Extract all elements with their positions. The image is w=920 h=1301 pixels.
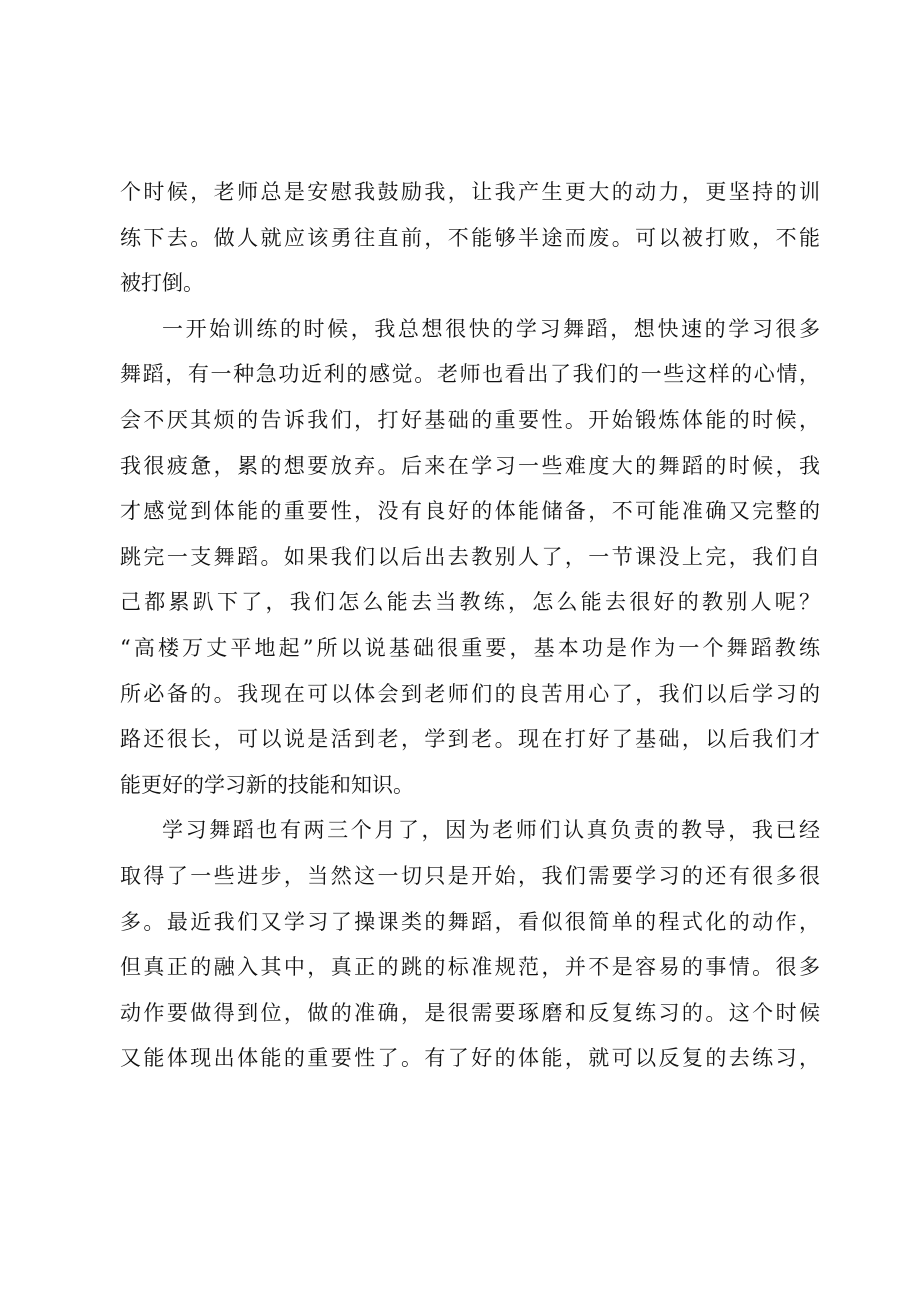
text-line: 我很疲惫，累的想要放弃。后来在学习一些难度大的舞蹈的时候，我 (120, 453, 820, 478)
text-line: 又能体现出体能的重要性了。有了好的体能，就可以反复的去练习， (120, 1046, 820, 1071)
text-line: 取得了一些进步，当然这一切只是开始，我们需要学习的还有很多很 (120, 863, 820, 888)
text-line: 练下去。做人就应该勇往直前，不能够半途而废。可以被打败，不能 (120, 225, 820, 250)
body-text (120, 170, 820, 1082)
text-line: 会不厌其烦的告诉我们，打好基础的重要性。开始锻炼体能的时候， (120, 407, 820, 432)
text-line: 多。最近我们又学习了操课类的舞蹈，看似很简单的程式化的动作， (120, 909, 820, 934)
text-line: 被打倒。 (120, 271, 204, 296)
text-line: 所必备的。我现在可以体会到老师们的良苦用心了，我们以后学习的 (120, 681, 820, 706)
text-line: 个时候，老师总是安慰我鼓励我，让我产生更大的动力，更坚持的训 (120, 180, 820, 204)
text-line: 跳完一支舞蹈。如果我们以后出去教别人了，一节课没上完，我们自 (120, 544, 820, 569)
text-line: 能更好的学习新的技能和知识。 (120, 772, 414, 797)
text-line: 舞蹈，有一种急功近利的感觉。老师也看出了我们的一些这样的心情， (120, 362, 820, 387)
text-line: 路还很长，可以说是活到老，学到老。现在打好了基础，以后我们才 (120, 727, 820, 752)
text-line: 一开始训练的时候，我总想很快的学习舞蹈，想快速的学习很多 (162, 316, 820, 341)
text-line: “高楼万丈平地起”所以说基础很重要，基本功是作为一个舞蹈教练 (120, 635, 820, 660)
text-line: 学习舞蹈也有两三个月了，因为老师们认真负责的教导，我已经 (162, 818, 820, 843)
text-line: 但真正的融入其中，真正的跳的标准规范，并不是容易的事情。很多 (120, 955, 820, 980)
text-line: 动作要做得到位，做的准确，是很需要琢磨和反复练习的。这个时候 (120, 1000, 820, 1025)
text-line: 才感觉到体能的重要性，没有良好的体能储备，不可能准确又完整的 (120, 499, 820, 524)
text-line: 己都累趴下了，我们怎么能去当教练，怎么能去很好的教别人呢？ (120, 590, 820, 615)
